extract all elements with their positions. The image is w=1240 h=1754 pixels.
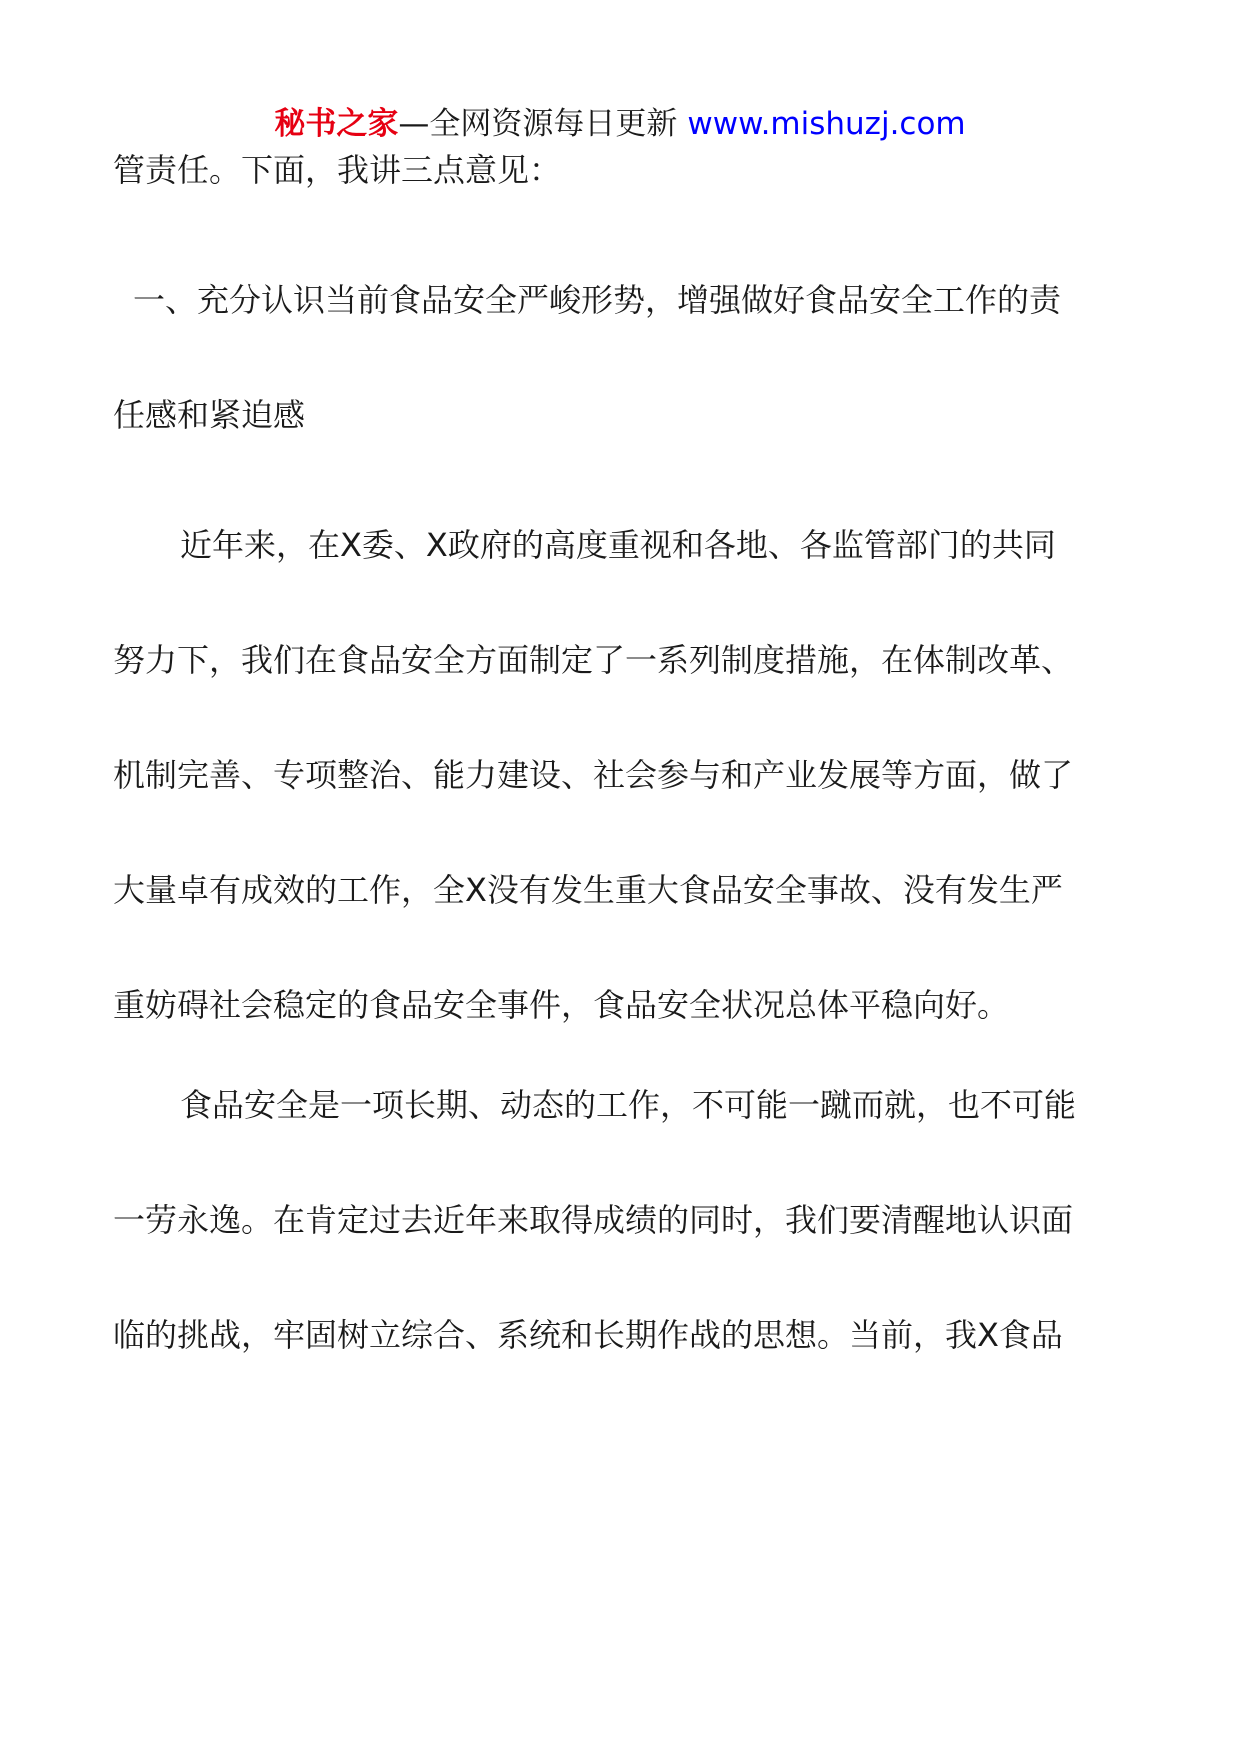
paragraph-line: 近年来，在X委、X政府的高度重视和各地、各监管部门的共同: [180, 526, 1056, 564]
section-heading-line: 一、充分认识当前食品安全严峻形势，增强做好食品安全工作的责: [133, 281, 1062, 319]
paragraph-line: 重妨碍社会稳定的食品安全事件，食品安全状况总体平稳向好。: [113, 986, 1010, 1024]
paragraph-line: 食品安全是一项长期、动态的工作，不可能一蹴而就，也不可能: [180, 1086, 1077, 1124]
header-tagline: —全网资源每日更新: [398, 106, 678, 142]
section-heading-line: 任感和紧迫感: [113, 396, 306, 434]
paragraph-line: 大量卓有成效的工作，全X没有发生重大食品安全事故、没有发生严: [113, 871, 1063, 909]
paragraph-line: 努力下，我们在食品安全方面制定了一系列制度措施，在体制改革、: [113, 641, 1074, 679]
site-url-link[interactable]: www.mishuzj.com: [687, 106, 966, 142]
paragraph-line: 机制完善、专项整治、能力建设、社会参与和产业发展等方面，做了: [113, 756, 1074, 794]
page-header: [0, 102, 1240, 146]
paragraph-line: 一劳永逸。在肯定过去近年来取得成绩的同时，我们要清醒地认识面: [113, 1201, 1074, 1239]
paragraph-line: 临的挑战，牢固树立综合、系统和长期作战的思想。当前，我X食品: [113, 1316, 1063, 1354]
text-line: 管责任。下面，我讲三点意见：: [113, 151, 562, 189]
brand-name: 秘书之家: [274, 106, 399, 142]
